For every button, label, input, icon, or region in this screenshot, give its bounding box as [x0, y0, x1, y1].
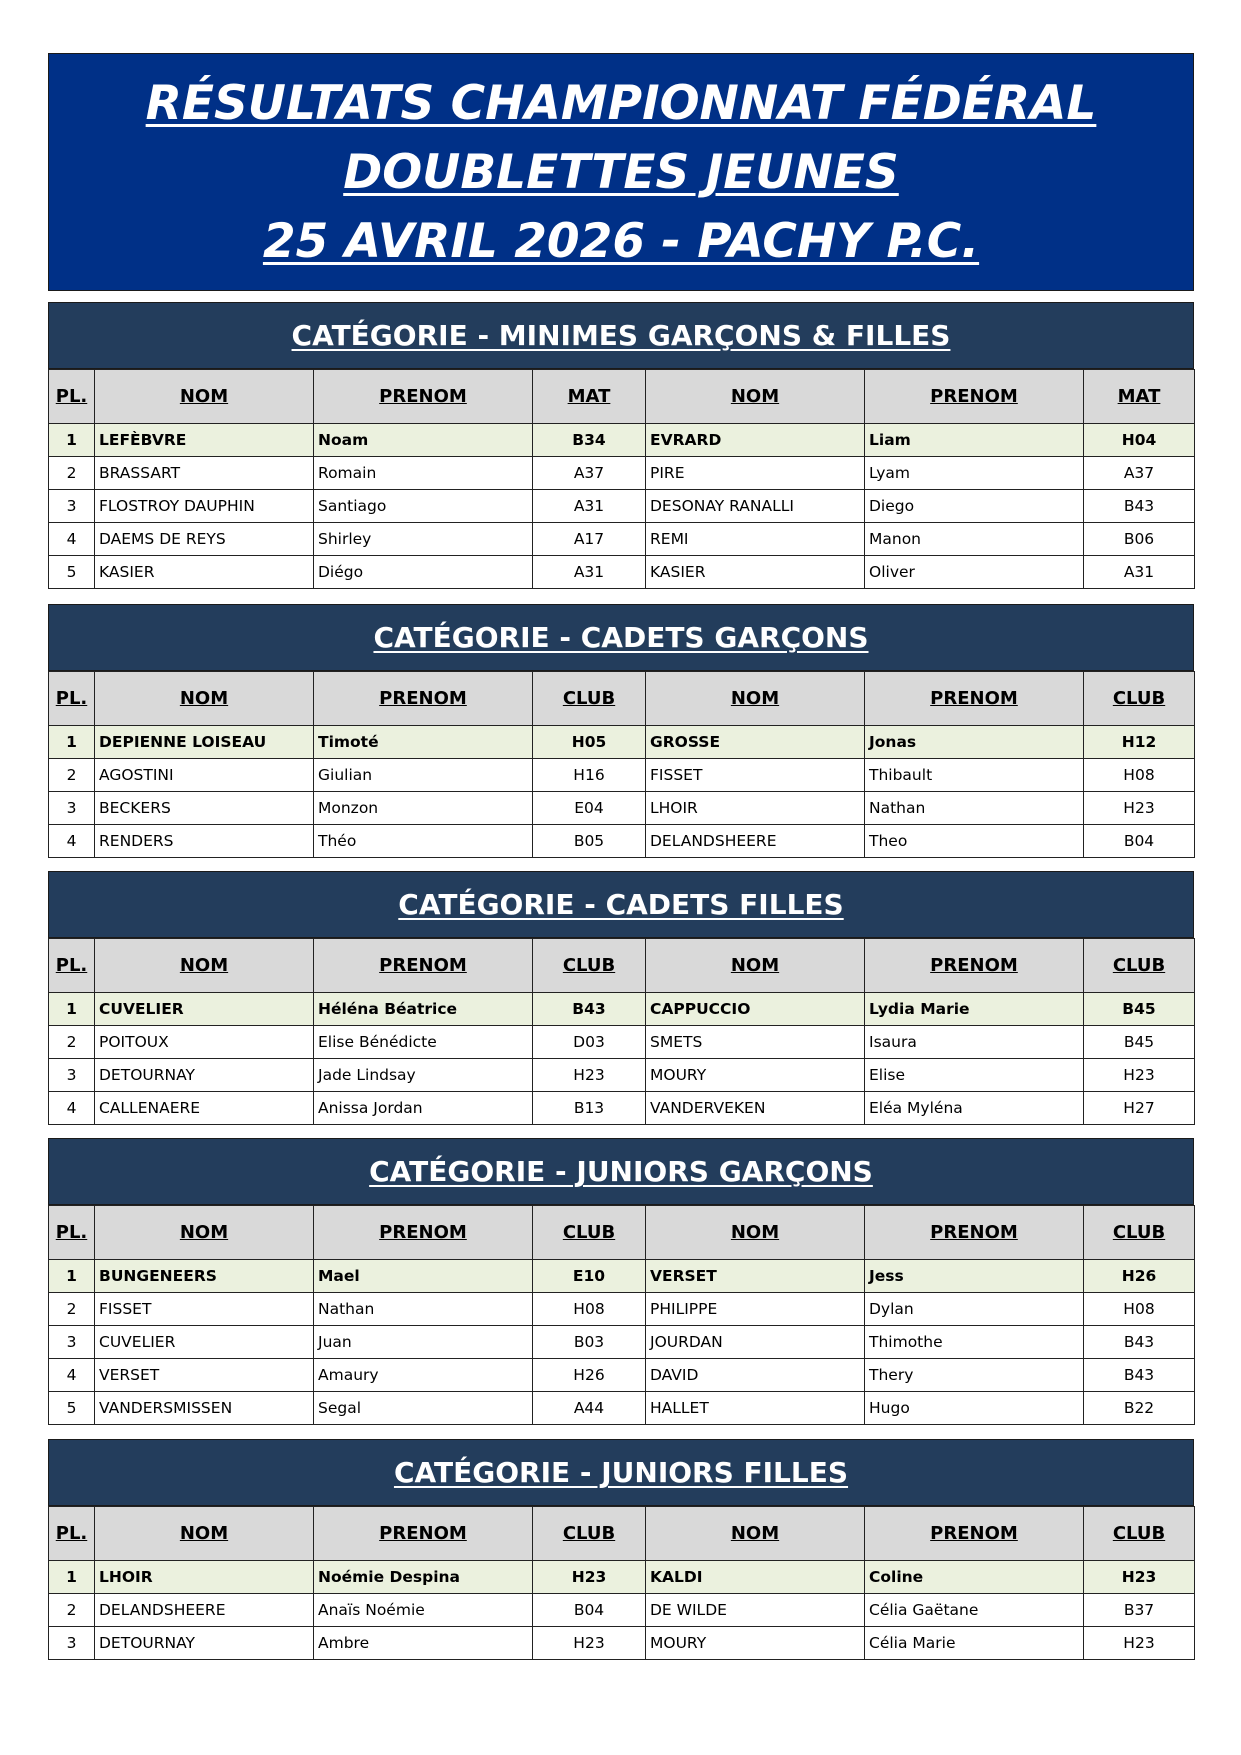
column-header: PRENOM: [314, 939, 533, 993]
table-cell: CAPPUCCIO: [646, 993, 865, 1026]
table-cell: VANDERSMISSEN: [95, 1392, 314, 1425]
table-cell: DESONAY RANALLI: [646, 490, 865, 523]
column-header: PL.: [49, 1507, 95, 1561]
column-header: PL.: [49, 939, 95, 993]
table-cell: A37: [1084, 457, 1195, 490]
results-table: [48, 1205, 1195, 1425]
table-cell: 1: [49, 424, 95, 457]
table-cell: 1: [49, 993, 95, 1026]
table-cell: B45: [1084, 1026, 1195, 1059]
table-cell: Romain: [314, 457, 533, 490]
table-row: [49, 792, 1195, 825]
table-cell: H26: [533, 1359, 646, 1392]
table-cell: 2: [49, 1594, 95, 1627]
category-title: CATÉGORIE - CADETS GARÇONS: [373, 621, 869, 654]
column-header: NOM: [95, 370, 314, 424]
table-cell: DELANDSHEERE: [95, 1594, 314, 1627]
column-header: CLUB: [1084, 1507, 1195, 1561]
table-cell: H23: [1084, 792, 1195, 825]
table-cell: Eléa Myléna: [865, 1092, 1084, 1125]
table-cell: 4: [49, 523, 95, 556]
table-cell: B06: [1084, 523, 1195, 556]
column-header: PL.: [49, 370, 95, 424]
table-cell: DAEMS DE REYS: [95, 523, 314, 556]
table-header-row: [49, 672, 1195, 726]
category-title: CATÉGORIE - MINIMES GARÇONS & FILLES: [291, 319, 951, 352]
table-cell: Monzon: [314, 792, 533, 825]
table-header-row: [49, 1206, 1195, 1260]
table-row: [49, 1326, 1195, 1359]
column-header: NOM: [95, 1507, 314, 1561]
table-cell: Giulian: [314, 759, 533, 792]
category-header: [48, 604, 1194, 671]
column-header: PRENOM: [865, 1206, 1084, 1260]
category-section: [48, 1138, 1194, 1425]
table-cell: Timoté: [314, 726, 533, 759]
table-cell: 2: [49, 457, 95, 490]
results-table: [48, 671, 1195, 858]
category-section: [48, 871, 1194, 1125]
table-row: [49, 1092, 1195, 1125]
title-line-2: DOUBLETTES JEUNES: [343, 144, 899, 200]
column-header: PRENOM: [314, 672, 533, 726]
column-header: CLUB: [533, 1507, 646, 1561]
column-header: PRENOM: [314, 1206, 533, 1260]
table-row: [49, 1059, 1195, 1092]
table-cell: H23: [533, 1561, 646, 1594]
table-cell: REMI: [646, 523, 865, 556]
table-cell: KALDI: [646, 1561, 865, 1594]
table-header-row: [49, 370, 1195, 424]
table-cell: Lydia Marie: [865, 993, 1084, 1026]
category-title: CATÉGORIE - JUNIORS FILLES: [393, 1456, 849, 1489]
table-cell: Oliver: [865, 556, 1084, 589]
table-cell: FISSET: [95, 1293, 314, 1326]
column-header: PRENOM: [865, 370, 1084, 424]
table-row: [49, 1359, 1195, 1392]
table-cell: Lyam: [865, 457, 1084, 490]
table-cell: DEPIENNE LOISEAU: [95, 726, 314, 759]
table-header-row: [49, 939, 1195, 993]
table-cell: B04: [1084, 825, 1195, 858]
table-cell: VERSET: [95, 1359, 314, 1392]
table-cell: A31: [1084, 556, 1195, 589]
table-cell: B37: [1084, 1594, 1195, 1627]
column-header: PRENOM: [314, 370, 533, 424]
table-cell: B43: [1084, 1359, 1195, 1392]
table-cell: A31: [533, 556, 646, 589]
table-cell: PHILIPPE: [646, 1293, 865, 1326]
table-cell: CUVELIER: [95, 1326, 314, 1359]
table-cell: Diégo: [314, 556, 533, 589]
title-banner: [48, 53, 1194, 291]
category-header: [48, 1439, 1194, 1506]
table-cell: Jess: [865, 1260, 1084, 1293]
table-row: [49, 424, 1195, 457]
table-row: [49, 556, 1195, 589]
table-cell: H23: [1084, 1627, 1195, 1660]
table-cell: 2: [49, 1293, 95, 1326]
table-cell: H27: [1084, 1092, 1195, 1125]
category-header: [48, 1138, 1194, 1205]
table-cell: H23: [533, 1627, 646, 1660]
category-header: [48, 302, 1194, 369]
table-cell: Mael: [314, 1260, 533, 1293]
table-cell: Anaïs Noémie: [314, 1594, 533, 1627]
table-cell: 4: [49, 1359, 95, 1392]
table-cell: AGOSTINI: [95, 759, 314, 792]
column-header: PRENOM: [865, 672, 1084, 726]
table-cell: Juan: [314, 1326, 533, 1359]
table-cell: Amaury: [314, 1359, 533, 1392]
table-cell: MOURY: [646, 1059, 865, 1092]
table-cell: Thery: [865, 1359, 1084, 1392]
table-cell: Diego: [865, 490, 1084, 523]
table-cell: B04: [533, 1594, 646, 1627]
table-cell: BECKERS: [95, 792, 314, 825]
table-cell: SMETS: [646, 1026, 865, 1059]
table-cell: 1: [49, 726, 95, 759]
table-cell: DETOURNAY: [95, 1059, 314, 1092]
column-header: CLUB: [533, 939, 646, 993]
table-cell: Nathan: [314, 1293, 533, 1326]
column-header: CLUB: [1084, 1206, 1195, 1260]
table-cell: Célia Gaëtane: [865, 1594, 1084, 1627]
table-cell: LEFÈBVRE: [95, 424, 314, 457]
table-cell: BRASSART: [95, 457, 314, 490]
table-cell: VANDERVEKEN: [646, 1092, 865, 1125]
column-header: NOM: [95, 939, 314, 993]
table-cell: Theo: [865, 825, 1084, 858]
column-header: NOM: [95, 672, 314, 726]
table-cell: Noam: [314, 424, 533, 457]
table-cell: H04: [1084, 424, 1195, 457]
table-cell: FISSET: [646, 759, 865, 792]
table-cell: 3: [49, 1627, 95, 1660]
category-section: [48, 604, 1194, 858]
table-cell: B34: [533, 424, 646, 457]
table-row: [49, 1026, 1195, 1059]
column-header: MAT: [1084, 370, 1195, 424]
table-row: [49, 759, 1195, 792]
table-cell: FLOSTROY DAUPHIN: [95, 490, 314, 523]
column-header: PL.: [49, 1206, 95, 1260]
table-row: [49, 490, 1195, 523]
table-cell: JOURDAN: [646, 1326, 865, 1359]
table-cell: MOURY: [646, 1627, 865, 1660]
results-table: [48, 369, 1195, 589]
table-cell: Manon: [865, 523, 1084, 556]
table-cell: A31: [533, 490, 646, 523]
table-cell: HALLET: [646, 1392, 865, 1425]
category-section: [48, 302, 1194, 589]
column-header: CLUB: [533, 672, 646, 726]
table-cell: E04: [533, 792, 646, 825]
table-cell: 3: [49, 792, 95, 825]
table-cell: B45: [1084, 993, 1195, 1026]
table-row: [49, 523, 1195, 556]
table-cell: CALLENAERE: [95, 1092, 314, 1125]
column-header: PRENOM: [865, 939, 1084, 993]
table-cell: 4: [49, 1092, 95, 1125]
table-row: [49, 1392, 1195, 1425]
table-row: [49, 1627, 1195, 1660]
table-cell: DAVID: [646, 1359, 865, 1392]
title-line-1: RÉSULTATS CHAMPIONNAT FÉDÉRAL: [145, 75, 1097, 131]
table-cell: LHOIR: [646, 792, 865, 825]
table-cell: H23: [1084, 1561, 1195, 1594]
table-cell: 1: [49, 1260, 95, 1293]
column-header: CLUB: [1084, 939, 1195, 993]
table-cell: Shirley: [314, 523, 533, 556]
table-cell: Nathan: [865, 792, 1084, 825]
table-cell: B03: [533, 1326, 646, 1359]
column-header: PRENOM: [865, 1507, 1084, 1561]
table-cell: B43: [1084, 490, 1195, 523]
table-cell: H23: [533, 1059, 646, 1092]
table-cell: DE WILDE: [646, 1594, 865, 1627]
table-header-row: [49, 1507, 1195, 1561]
table-row: [49, 1561, 1195, 1594]
table-cell: DELANDSHEERE: [646, 825, 865, 858]
table-cell: Noémie Despina: [314, 1561, 533, 1594]
table-cell: Héléna Béatrice: [314, 993, 533, 1026]
table-cell: CUVELIER: [95, 993, 314, 1026]
table-row: [49, 993, 1195, 1026]
table-cell: Thibault: [865, 759, 1084, 792]
table-cell: 5: [49, 1392, 95, 1425]
table-cell: A44: [533, 1392, 646, 1425]
table-cell: H12: [1084, 726, 1195, 759]
table-cell: B13: [533, 1092, 646, 1125]
table-cell: E10: [533, 1260, 646, 1293]
title-line-3: 25 AVRIL 2026 - PACHY P.C.: [262, 213, 980, 269]
table-cell: DETOURNAY: [95, 1627, 314, 1660]
table-cell: B43: [533, 993, 646, 1026]
table-cell: KASIER: [646, 556, 865, 589]
table-cell: B43: [1084, 1326, 1195, 1359]
column-header: CLUB: [1084, 672, 1195, 726]
table-cell: Dylan: [865, 1293, 1084, 1326]
table-cell: Elise Bénédicte: [314, 1026, 533, 1059]
table-row: [49, 825, 1195, 858]
table-cell: EVRARD: [646, 424, 865, 457]
table-cell: 3: [49, 490, 95, 523]
table-row: [49, 1260, 1195, 1293]
column-header: NOM: [646, 1206, 865, 1260]
table-cell: H26: [1084, 1260, 1195, 1293]
column-header: NOM: [646, 672, 865, 726]
column-header: NOM: [646, 939, 865, 993]
table-cell: Coline: [865, 1561, 1084, 1594]
table-cell: A17: [533, 523, 646, 556]
column-header: MAT: [533, 370, 646, 424]
category-header: [48, 871, 1194, 938]
table-cell: H16: [533, 759, 646, 792]
table-row: [49, 1293, 1195, 1326]
table-cell: VERSET: [646, 1260, 865, 1293]
table-cell: Santiago: [314, 490, 533, 523]
table-cell: LHOIR: [95, 1561, 314, 1594]
table-cell: Isaura: [865, 1026, 1084, 1059]
table-cell: H08: [1084, 759, 1195, 792]
table-cell: 4: [49, 825, 95, 858]
table-cell: GROSSE: [646, 726, 865, 759]
table-cell: 3: [49, 1326, 95, 1359]
category-title: CATÉGORIE - CADETS FILLES: [398, 888, 844, 921]
table-cell: PIRE: [646, 457, 865, 490]
results-table: [48, 1506, 1195, 1660]
table-cell: H05: [533, 726, 646, 759]
table-cell: D03: [533, 1026, 646, 1059]
table-row: [49, 726, 1195, 759]
table-cell: 1: [49, 1561, 95, 1594]
table-cell: Ambre: [314, 1627, 533, 1660]
column-header: NOM: [95, 1206, 314, 1260]
table-cell: B05: [533, 825, 646, 858]
table-cell: Elise: [865, 1059, 1084, 1092]
column-header: NOM: [646, 370, 865, 424]
table-cell: Segal: [314, 1392, 533, 1425]
category-title: CATÉGORIE - JUNIORS GARÇONS: [369, 1155, 873, 1188]
table-cell: Célia Marie: [865, 1627, 1084, 1660]
table-cell: RENDERS: [95, 825, 314, 858]
table-cell: A37: [533, 457, 646, 490]
table-cell: Hugo: [865, 1392, 1084, 1425]
results-table: [48, 938, 1195, 1125]
table-cell: Jade Lindsay: [314, 1059, 533, 1092]
table-cell: KASIER: [95, 556, 314, 589]
table-cell: B22: [1084, 1392, 1195, 1425]
table-cell: 2: [49, 1026, 95, 1059]
table-cell: 2: [49, 759, 95, 792]
table-cell: 5: [49, 556, 95, 589]
table-cell: H23: [1084, 1059, 1195, 1092]
table-cell: H08: [1084, 1293, 1195, 1326]
table-cell: 3: [49, 1059, 95, 1092]
column-header: PL.: [49, 672, 95, 726]
table-cell: Thimothe: [865, 1326, 1084, 1359]
table-cell: BUNGENEERS: [95, 1260, 314, 1293]
column-header: NOM: [646, 1507, 865, 1561]
table-row: [49, 457, 1195, 490]
table-cell: Théo: [314, 825, 533, 858]
table-cell: Jonas: [865, 726, 1084, 759]
column-header: PRENOM: [314, 1507, 533, 1561]
table-cell: Anissa Jordan: [314, 1092, 533, 1125]
table-cell: POITOUX: [95, 1026, 314, 1059]
table-row: [49, 1594, 1195, 1627]
column-header: CLUB: [533, 1206, 646, 1260]
table-cell: H08: [533, 1293, 646, 1326]
table-cell: Liam: [865, 424, 1084, 457]
category-section: [48, 1439, 1194, 1660]
